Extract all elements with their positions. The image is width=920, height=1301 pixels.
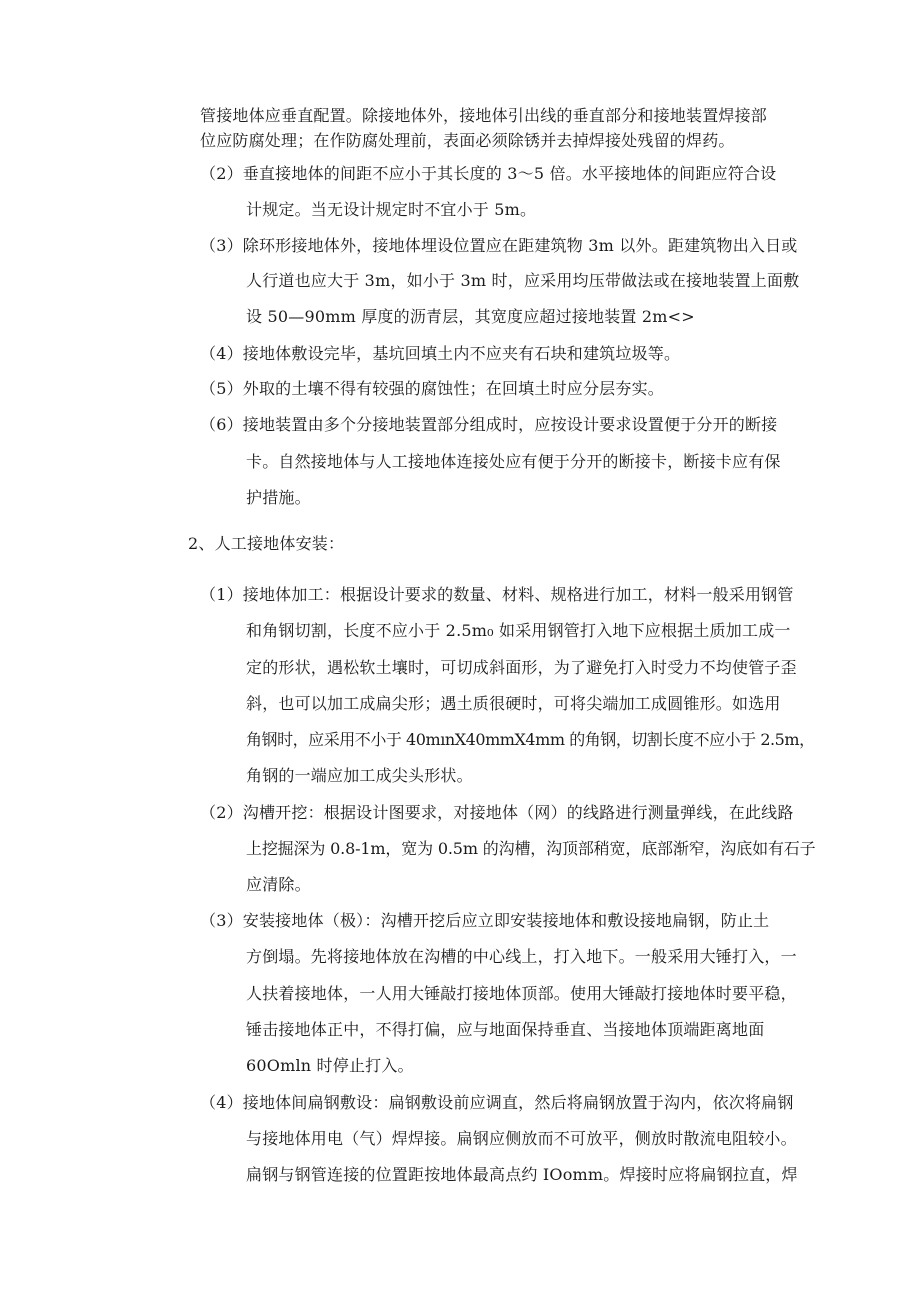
item-number: （2） bbox=[200, 803, 243, 822]
item-text: 安装接地体（极）：沟槽开挖后应立即安装接地体和敷设接地扁钢，防止土 bbox=[242, 911, 770, 930]
list-item-b2 bbox=[200, 802, 794, 824]
item-text: 垂直接地体的间距不应小于其长度的 3～5 倍。水平接地体的间距应符合设 bbox=[242, 164, 777, 183]
list-item-b1-cont-3: 斜，也可以加工成扁尖形；遇土质很硬时，可将尖端加工成圆锥形。如选用 bbox=[246, 694, 781, 713]
list-item-a2 bbox=[200, 163, 776, 185]
list-item-b1 bbox=[200, 584, 794, 606]
item-number: （6） bbox=[200, 415, 243, 434]
list-item-a4 bbox=[200, 343, 680, 365]
list-item-a2-cont: 计规定。当无设计规定时不宜小于 5m。 bbox=[246, 200, 537, 219]
list-item-a6-cont-2: 护措施。 bbox=[246, 488, 311, 507]
list-item-a6 bbox=[200, 414, 777, 436]
list-item-a6-cont-1: 卡。自然接地体与人工接地体连接处应有便于分开的断接卡，断接卡应有保 bbox=[246, 452, 781, 471]
list-item-b3-cont-4: 60Omln 时停止打入。 bbox=[246, 1056, 414, 1075]
section-heading: 2、人工接地体安装： bbox=[188, 534, 345, 553]
item-text: 接地体加工：根据设计要求的数量、材料、规格进行加工，材料一般采用钢管 bbox=[242, 585, 794, 604]
list-item-b1-cont-2: 定的形状，遇松软土壤时，可切成斜面形，为了避免打入时受力不均使管子歪 bbox=[246, 658, 797, 677]
list-item-a3-cont-2: 设 50—90mm 厚度的沥青层，其宽度应超过接地装置 2m<> bbox=[246, 307, 695, 326]
item-text: 接地体间扁钢敷设：扁钢敷设前应调直，然后将扁钢放置于沟内，依次将扁钢 bbox=[242, 1093, 794, 1112]
list-item-b4 bbox=[200, 1092, 794, 1114]
item-text: 除环形接地体外，接地体埋设位置应在距建筑物 3m 以外。距建筑物出入日或 bbox=[242, 236, 798, 255]
list-item-b1-cont-4: 角钢时，应采用不小于 40mınX40mmX4mm 的角钢，切割长度不应小于 2.5m， bbox=[246, 730, 815, 749]
item-text: 沟槽开挖：根据设计图要求，对接地体（网）的线路进行测量弹线，在此线路 bbox=[242, 803, 794, 822]
list-item-b4-cont-2: 扁钢与钢管连接的位置距按地体最高点约 IOomm。焊接时应将扁钢拉直，焊 bbox=[246, 1165, 798, 1184]
list-item-b1-cont-5: 角钢的一端应加工成尖头形状。 bbox=[246, 766, 473, 785]
list-item-b1-cont-1: 和角钢切割，长度不应小于 2.5m₀ 如采用钢管打入地下应根据土质加工成一 bbox=[246, 621, 791, 640]
item-text: 外取的土壤不得有较强的腐蚀性；在回填土时应分层夯实。 bbox=[242, 379, 664, 398]
intro-line-1: 管接地体应垂直配置。除接地体外，接地体引出线的垂直部分和接地装置焊接部 bbox=[200, 106, 768, 125]
list-item-b3-cont-1: 方倒塌。先将接地体放在沟槽的中心线上，打入地下。一般采用大锤打入，一 bbox=[246, 947, 797, 966]
item-text: 接地体敷设完毕，基坑回填土内不应夹有石块和建筑垃圾等。 bbox=[242, 344, 681, 363]
list-item-b2-cont-2: 应清除。 bbox=[246, 875, 311, 894]
item-text: 接地装置由多个分接地装置部分组成时，应按设计要求设置便于分开的断接 bbox=[242, 415, 778, 434]
list-item-a5 bbox=[200, 378, 664, 400]
intro-line-2: 位应防腐处理；在作防腐处理前，表面必须除锈并去掉焊接处残留的焊药。 bbox=[200, 131, 735, 150]
item-number: （2） bbox=[200, 164, 243, 183]
item-number: （3） bbox=[200, 911, 243, 930]
list-item-b3-cont-2: 人扶着接地体，一人用大锤敲打接地体顶部。使用大锤敲打接地体时要平稳， bbox=[246, 984, 797, 1003]
item-number: （4） bbox=[200, 344, 243, 363]
item-number: （3） bbox=[200, 236, 243, 255]
list-item-b2-cont-1: 上挖掘深为 0.8-1m，宽为 0.5m 的沟槽，沟顶部稍宽，底部渐窄，沟底如有石子 bbox=[246, 839, 816, 858]
item-number: （4） bbox=[200, 1093, 243, 1112]
list-item-b3 bbox=[200, 910, 769, 932]
item-number: （1） bbox=[200, 585, 243, 604]
list-item-a3-cont-1: 人行道也应大于 3m，如小于 3m 时，应采用均压带做法或在接地装置上面敷 bbox=[246, 271, 800, 290]
list-item-b3-cont-3: 锤击接地体正中，不得打偏，应与地面保持垂直、当接地体顶端距离地面 bbox=[246, 1020, 765, 1039]
item-number: （5） bbox=[200, 379, 243, 398]
list-item-a3 bbox=[200, 235, 798, 257]
list-item-b4-cont-1: 与接地体用电（气）焊焊接。扁钢应侧放而不可放平，侧放时散流电阻较小。 bbox=[246, 1129, 797, 1148]
